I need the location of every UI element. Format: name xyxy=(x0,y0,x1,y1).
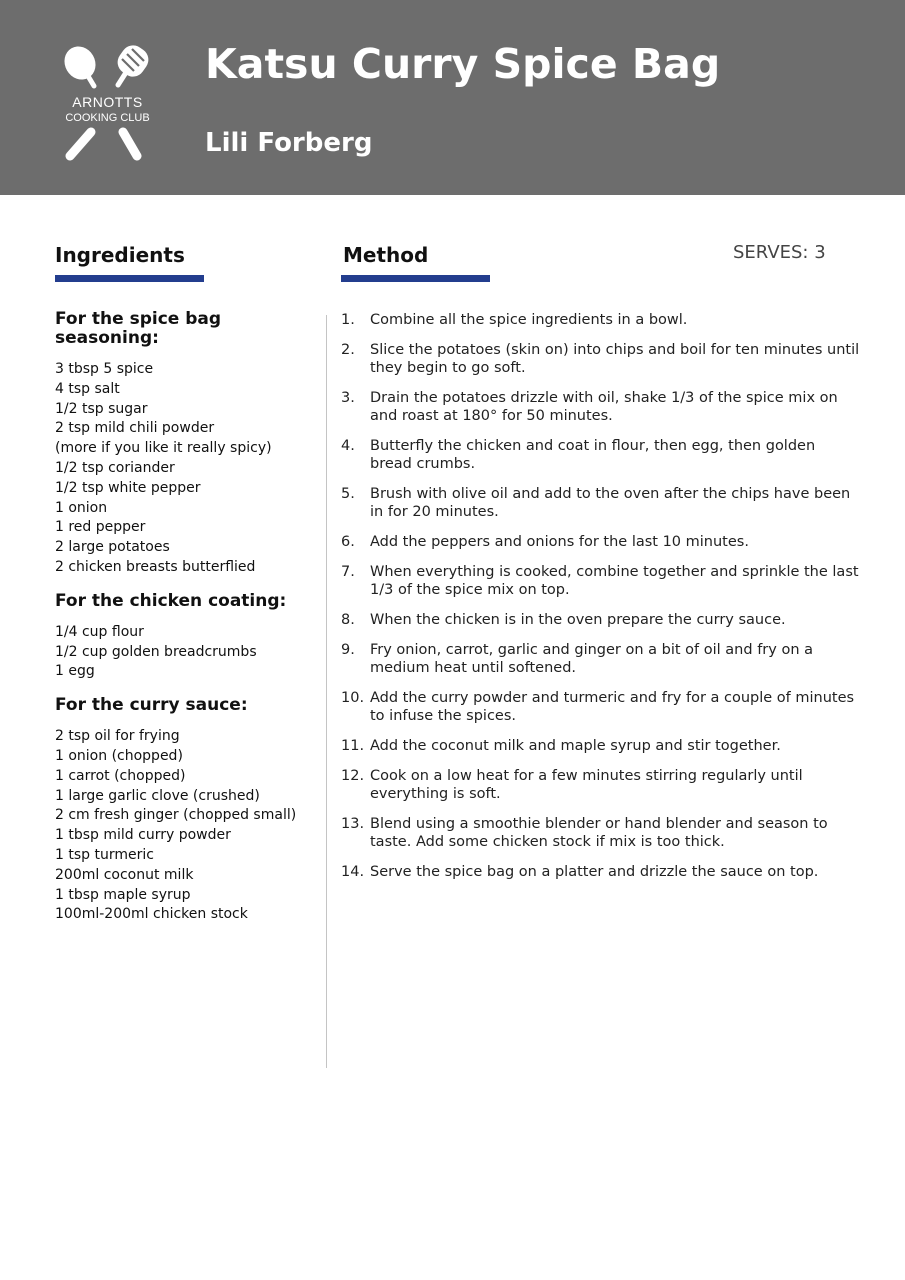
method-step xyxy=(341,863,861,881)
step-text: Fry onion, carrot, garlic and ginger on a bit of oil and fry on a medium heat until softened. xyxy=(370,642,814,676)
ingredient-item: 1 onion (chopped) xyxy=(55,747,183,764)
step-number: 6. xyxy=(341,534,355,550)
step-number: 2. xyxy=(341,342,355,358)
ingredient-item: 1 carrot (chopped) xyxy=(55,767,186,784)
method-heading: Method xyxy=(343,243,429,267)
method-step xyxy=(341,611,861,629)
step-text: Add the peppers and onions for the last 10 minutes. xyxy=(370,534,749,550)
method-step xyxy=(341,737,861,755)
method-step xyxy=(341,311,861,329)
step-text: Brush with olive oil and add to the oven after the chips have been in for 20 minutes. xyxy=(370,486,851,520)
method-step xyxy=(341,341,861,377)
step-text: Cook on a low heat for a few minutes stirring regularly until everything is soft. xyxy=(370,768,803,802)
ingredient-item: 2 cm fresh ginger (chopped small) xyxy=(55,807,297,824)
method-step xyxy=(341,815,861,851)
ingredients-column xyxy=(55,310,323,939)
ingredient-group-title: For the chicken coating: xyxy=(55,590,287,611)
step-number: 7. xyxy=(341,564,355,580)
method-step xyxy=(341,563,861,599)
ingredient-item: 1 onion xyxy=(55,499,108,516)
ingredient-item: 1/2 tsp coriander xyxy=(55,459,175,476)
ingredient-list xyxy=(55,727,323,925)
step-number: 8. xyxy=(341,612,355,628)
step-number: 10. xyxy=(341,690,365,706)
ingredient-item: 2 tsp mild chili powder xyxy=(55,420,215,437)
method-step xyxy=(341,485,861,521)
recipe-title: Katsu Curry Spice Bag xyxy=(205,40,721,88)
ingredient-item: 1/4 cup flour xyxy=(55,623,144,640)
ingredient-group-curry-sauce xyxy=(55,696,323,925)
ingredient-item: 2 large potatoes xyxy=(55,539,170,556)
step-number: 4. xyxy=(341,438,355,454)
ingredient-item: 4 tsp salt xyxy=(55,380,120,397)
step-text: Drain the potatoes drizzle with oil, shake 1/3 of the spice mix on and roast at 180° for 50 minutes. xyxy=(370,390,838,424)
header-banner xyxy=(0,0,905,195)
ingredient-item: 1 large garlic clove (crushed) xyxy=(55,787,260,804)
method-step xyxy=(341,767,861,803)
recipe-author: Lili Forberg xyxy=(205,128,373,158)
step-number: 14. xyxy=(341,864,365,880)
step-text: Add the curry powder and turmeric and fry for a couple of minutes to infuse the spices. xyxy=(370,690,855,724)
ingredient-item: 100ml-200ml chicken stock xyxy=(55,906,248,923)
ingredient-group-title: For the spice bag seasoning: xyxy=(55,309,222,348)
method-steps xyxy=(341,311,861,881)
method-step xyxy=(341,641,861,677)
step-text: When the chicken is in the oven prepare the curry sauce. xyxy=(370,612,786,628)
method-heading-underline xyxy=(341,275,490,282)
ingredient-group-spice-bag xyxy=(55,310,323,578)
ingredient-item: 2 chicken breasts butterflied xyxy=(55,558,256,575)
step-text: When everything is cooked, combine together and sprinkle the last 1/3 of the spice mix on top. xyxy=(370,564,859,598)
ingredient-group-chicken-coating xyxy=(55,592,323,682)
ingredient-item: 1/2 tsp sugar xyxy=(55,400,148,417)
ingredients-heading-underline xyxy=(55,275,204,282)
ingredient-item: 3 tbsp 5 spice xyxy=(55,361,154,377)
logo-text-cooking-club: COOKING CLUB xyxy=(65,112,150,124)
step-number: 5. xyxy=(341,486,355,502)
ingredient-item: 1 egg xyxy=(55,663,95,680)
method-step xyxy=(341,533,861,551)
step-text: Add the coconut milk and maple syrup and stir together. xyxy=(370,738,781,754)
ingredient-item: 200ml coconut milk xyxy=(55,866,194,883)
method-step xyxy=(341,389,861,425)
ingredient-item: 1/2 tsp white pepper xyxy=(55,479,201,496)
ingredients-heading: Ingredients xyxy=(55,243,185,267)
step-number: 12. xyxy=(341,768,365,784)
step-text: Slice the potatoes (skin on) into chips and boil for ten minutes until they begin to go soft. xyxy=(370,342,860,376)
ingredient-item: (more if you like it really spicy) xyxy=(55,440,272,457)
step-number: 3. xyxy=(341,390,355,406)
step-number: 11. xyxy=(341,738,365,754)
step-number: 9. xyxy=(341,642,355,658)
step-text: Blend using a smoothie blender or hand blender and season to taste. Add some chicken stock if mix is too thick. xyxy=(370,816,828,850)
serves-count: SERVES: 3 xyxy=(733,242,826,263)
ingredient-item: 1/2 cup golden breadcrumbs xyxy=(55,643,257,660)
method-column xyxy=(341,311,861,893)
method-step xyxy=(341,689,861,725)
ingredient-item: 1 tsp turmeric xyxy=(55,846,154,863)
step-text: Serve the spice bag on a platter and drizzle the sauce on top. xyxy=(370,864,819,880)
column-divider xyxy=(326,315,327,1068)
ingredient-item: 1 tbsp mild curry powder xyxy=(55,827,231,844)
step-number: 13. xyxy=(341,816,365,832)
ingredient-item: 1 red pepper xyxy=(55,519,146,536)
arnotts-cooking-club-logo xyxy=(55,40,160,165)
ingredient-list xyxy=(55,623,323,682)
method-step xyxy=(341,437,861,473)
step-number: 1. xyxy=(341,312,355,328)
ingredient-item: 2 tsp oil for frying xyxy=(55,728,180,745)
logo-text-arnotts: ARNOTTS xyxy=(72,94,143,110)
ingredient-list xyxy=(55,360,323,578)
ingredient-item: 1 tbsp maple syrup xyxy=(55,886,191,903)
ingredient-group-title: For the curry sauce: xyxy=(55,695,248,716)
step-text: Butterfly the chicken and coat in flour, then egg, then golden bread crumbs. xyxy=(370,438,816,472)
step-text: Combine all the spice ingredients in a bowl. xyxy=(370,312,688,328)
